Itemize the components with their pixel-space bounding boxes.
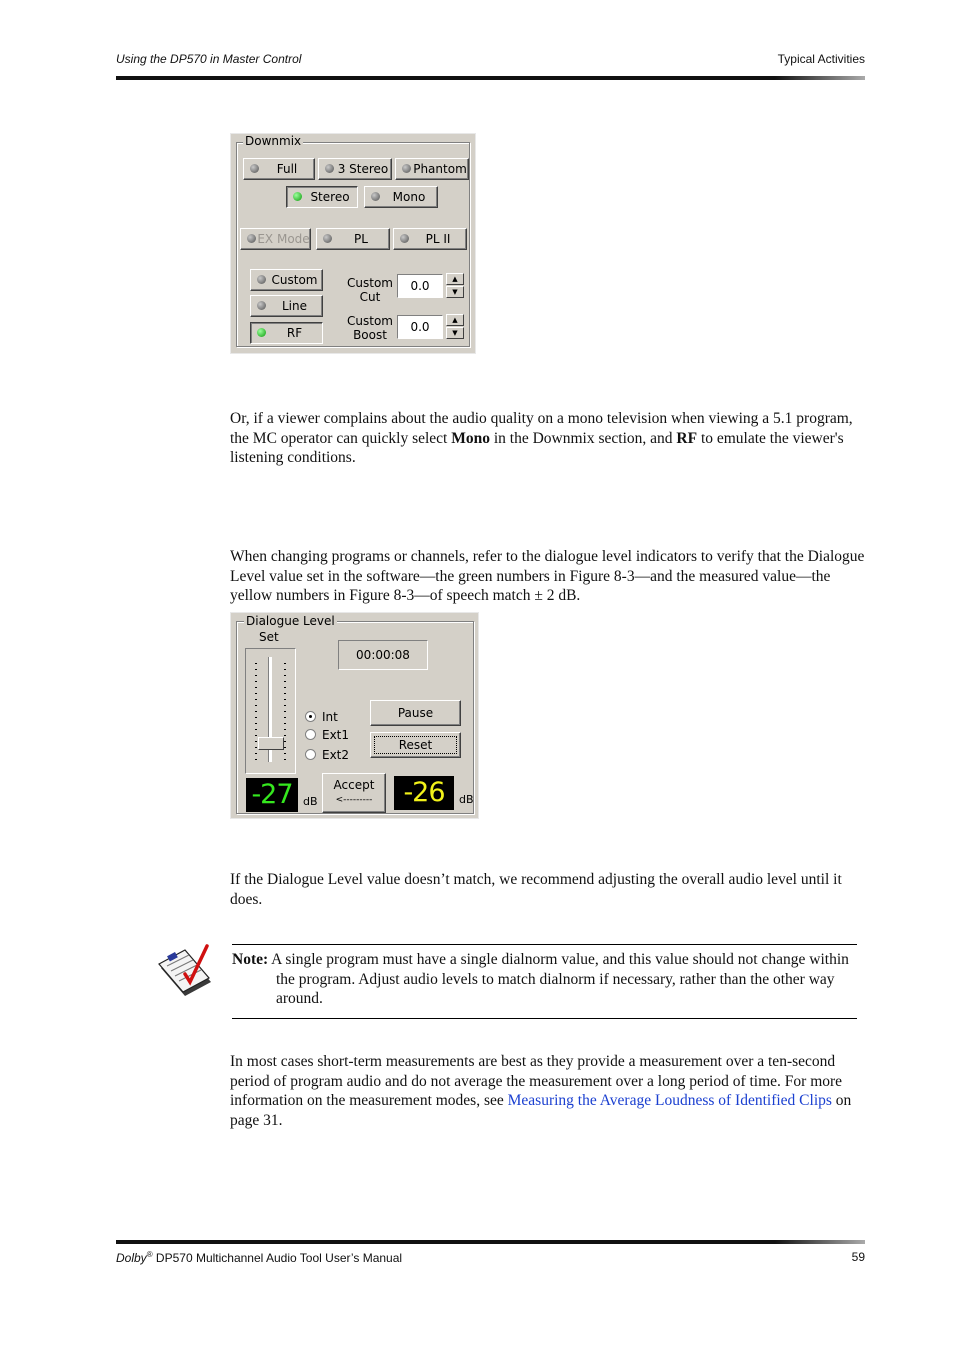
phantom-button[interactable]: Phantom	[395, 158, 469, 180]
measured-level-display: -26	[394, 776, 454, 810]
custom-boost-down-arrow-icon[interactable]: ▼	[446, 327, 464, 339]
custom-cut-up-arrow-icon[interactable]: ▲	[446, 273, 464, 285]
dialogue-level-panel	[230, 612, 479, 819]
custom-cut-input[interactable]: 0.0	[397, 274, 443, 298]
custom-led-icon	[257, 275, 266, 284]
slider-thumb[interactable]	[258, 737, 284, 750]
measuring-loudness-link[interactable]: Measuring the Average Loudness of Identified Clips	[507, 1092, 832, 1109]
set-unit-label: dB	[303, 795, 318, 808]
measured-unit-label: dB	[459, 793, 474, 806]
set-level-display: -27	[246, 778, 298, 812]
reset-button[interactable]: Reset	[370, 732, 461, 758]
accept-button[interactable]	[322, 773, 386, 813]
accept-label: Accept	[333, 778, 375, 792]
note-text: Note: A single program must have a single dialnorm value, and this value should not change within the program. Adjust audio levels to match dialnorm if necessary, rather than the other way around.	[232, 951, 849, 1007]
phantom-led-icon	[402, 164, 411, 173]
footer-rule	[116, 1240, 865, 1244]
dialogue-level-title: Dialogue Level	[246, 614, 335, 628]
ext2-radio-label: Ext2	[322, 748, 350, 762]
left-arrow-icon: <---------	[335, 795, 373, 805]
full-button[interactable]: Full	[243, 158, 315, 180]
rf-button[interactable]: RF	[250, 322, 323, 344]
line-button[interactable]: Line	[250, 295, 323, 317]
3-stereo-button[interactable]: 3 Stereo	[318, 158, 392, 180]
running-header-left: Using the DP570 in Master Control	[116, 52, 302, 66]
pause-button[interactable]: Pause	[370, 700, 461, 726]
running-header-right: Typical Activities	[777, 52, 865, 66]
paragraph-dialogue-check: When changing programs or channels, refer to the dialogue level indicators to verify that the Dialogue Level value set in the software—the green numbers in Figure 8-3—and the measured value—the yellow numbers in Figure 8-3—of speech match ± 2 dB.	[230, 548, 865, 604]
int-radio-label: Int	[322, 710, 338, 724]
note-top-rule	[232, 944, 857, 945]
downmix-title: Downmix	[245, 134, 302, 148]
mono-button[interactable]: Mono	[364, 186, 438, 208]
pl-ii-button[interactable]: PL II	[393, 228, 467, 250]
slider-ticks-right	[284, 663, 286, 763]
custom-boost-label: Custom Boost	[347, 314, 393, 342]
3-stereo-led-icon	[325, 164, 334, 173]
set-label: Set	[259, 630, 279, 644]
ext1-radio[interactable]	[305, 729, 316, 740]
custom-boost-up-arrow-icon[interactable]: ▲	[446, 314, 464, 326]
stereo-button[interactable]: Stereo	[286, 186, 358, 208]
rf-led-icon	[257, 328, 266, 337]
stereo-led-icon	[293, 192, 302, 201]
mono-led-icon	[371, 192, 380, 201]
ex-mode-button[interactable]: EX Mode	[240, 228, 311, 250]
ext2-radio[interactable]	[305, 749, 316, 760]
paragraph-adjust-level: If the Dialogue Level value doesn’t match, we recommend adjusting the overall audio level until it does.	[230, 871, 842, 908]
pl-led-icon	[323, 234, 332, 243]
paragraph-measurements: In most cases short-term measurements are best as they provide a measurement over a ten-second period of program audio and do not average the measurement over a long period of time. For more information on the measurement modes, see Measuring the Average Loudness of Identified Clips on page 31.	[230, 1053, 852, 1129]
note-icon	[157, 942, 215, 998]
header-rule	[116, 76, 865, 80]
pl-ii-led-icon	[400, 234, 409, 243]
downmix-panel	[230, 133, 476, 354]
int-radio[interactable]	[305, 711, 316, 722]
paragraph-downmix: Or, if a viewer complains about the audio quality on a mono television when viewing a 5.1 program, the MC operator can quickly select Mono in the Downmix section, and RF to emulate the viewer's listening conditions.	[230, 410, 853, 466]
dialogue-set-slider[interactable]	[245, 648, 296, 774]
custom-cut-down-arrow-icon[interactable]: ▼	[446, 286, 464, 298]
line-led-icon	[257, 301, 266, 310]
slider-ticks-left	[255, 663, 257, 763]
custom-button[interactable]: Custom	[250, 269, 323, 291]
full-led-icon	[250, 164, 259, 173]
note-bottom-rule	[232, 1018, 857, 1019]
ex-mode-led-icon	[247, 234, 256, 243]
ext1-radio-label: Ext1	[322, 728, 350, 742]
page-number: 59	[851, 1250, 865, 1264]
custom-boost-input[interactable]: 0.0	[397, 315, 443, 339]
elapsed-timer: 00:00:08	[338, 640, 428, 670]
footer-title: Dolby® DP570 Multichannel Audio Tool User’s Manual	[116, 1250, 403, 1265]
custom-cut-label: Custom Cut	[347, 276, 393, 304]
pl-button[interactable]: PL	[316, 228, 390, 250]
